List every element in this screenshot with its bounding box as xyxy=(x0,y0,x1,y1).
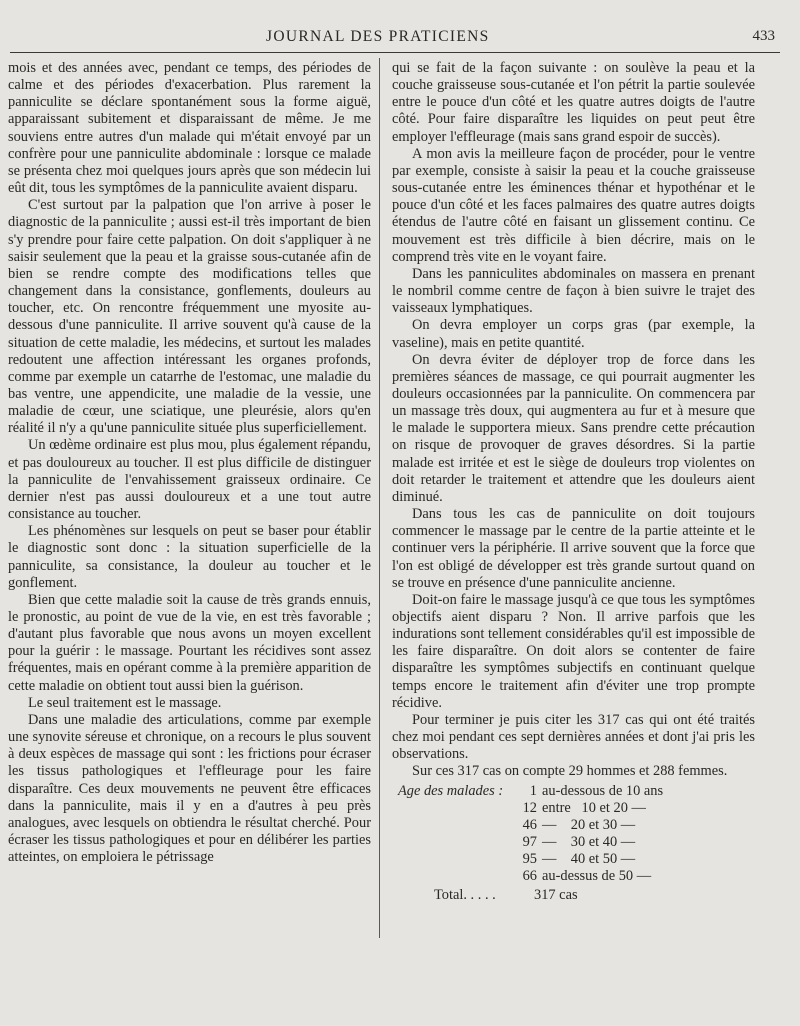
header-rule xyxy=(10,52,780,53)
age-range: entre 10 et 20 — xyxy=(542,799,646,816)
age-count: 46 xyxy=(522,816,537,833)
age-range: au-dessus de 50 — xyxy=(542,868,652,885)
running-head: JOURNAL DES PRATICIENS xyxy=(266,28,490,45)
age-table-row xyxy=(392,800,755,817)
paragraph: On devra employer un corps gras (par exemple, la vaseline), mais en petite quantité. xyxy=(392,317,755,351)
page-number: 433 xyxy=(752,28,775,44)
age-table-row xyxy=(392,817,755,834)
paragraph: A mon avis la meilleure façon de procéder, pour le ventre par exemple, consiste à saisir la peau et la couche graisseuse sous-cutanée entre les éminences thénar et hypothénar et le pouce d'un côté et les faces palmaires des quatre autres doigts étendus de l'autre côté en faisant un glissement continu. Ce mouvement est très difficile à bien décrire, mais on le comprend très vite en le voyant faire. xyxy=(392,145,755,265)
age-table xyxy=(392,783,755,905)
age-range: — 20 et 30 — xyxy=(542,816,636,833)
paragraph: Doit-on faire le massage jusqu'à ce que tous les symptômes objectifs aient disparu ? Non. Il arrive parfois que les indurations sont tellement considérables qu'il est impossible de les faire disparaître. On doit alors se contenter de faire disparaître les symptômes subjectifs en continuant quelque temps encore le traitement afin d'éviter une trop prompte récidive. xyxy=(392,591,755,711)
age-range: — 30 et 40 — xyxy=(542,833,636,850)
age-range: — 40 et 50 — xyxy=(542,851,636,868)
paragraph: Dans une maladie des articulations, comme par exemple une synovite séreuse et chronique, on a recours le plus souvent à deux espèces de massage qui sont : les frictions pour écraser les tissus pathologiques et l'effleurage pour les faire disparaître. Ces deux mouvements ne peuvent être efficaces dans la panniculite, mais il y en a d'autres à peu près analogues, avec lesquels on obtiendra le résultat cherché. Pour écraser les tissus pathologiques et pour en délibérer les parties atteintes, on emploiera le pétrissage xyxy=(8,711,371,866)
paragraph: qui se fait de la façon suivante : on soulève la peau et la couche graisseuse sous-cutanée et l'on pétrit la partie soulevée entre le pouce d'un côté et les quatre autres doigts de l'autre côté. Pour faire disparaître les liquides on peut peut être employer l'effleurage (mais sans grand espoir de succès). xyxy=(392,60,755,145)
age-table-label: Age des malades : xyxy=(398,782,504,799)
column-divider xyxy=(379,58,380,938)
age-count: 1 xyxy=(529,782,537,799)
right-column xyxy=(392,60,755,905)
age-count: 66 xyxy=(522,868,537,885)
age-count: 97 xyxy=(522,833,537,850)
age-range: au-dessous de 10 ans xyxy=(542,782,664,799)
age-table-row xyxy=(392,834,755,851)
paragraph: Le seul traitement est le massage. xyxy=(28,694,222,711)
paragraph: Les phénomènes sur lesquels on peut se baser pour établir le diagnostic sont donc : la situation superficielle de la panniculite, sa consistance, la douleur au toucher et le gonflement. xyxy=(8,523,371,591)
age-table-row xyxy=(392,851,755,868)
age-table-total-row xyxy=(392,887,755,904)
age-table-total-value: 317 cas xyxy=(534,887,578,904)
age-table-row xyxy=(392,868,755,885)
age-count: 12 xyxy=(522,799,537,816)
age-table-row xyxy=(392,783,755,800)
paragraph: C'est surtout par la palpation que l'on arrive à poser le diagnostic de la panniculite ; aussi est-il très important de bien s'y prendre pour faire cette palpation. On doit s'appliquer à ne saisir seulement que la peau et la graisse sous-cutanée afin de bien se rendre compte des modifications telles que changement dans la consistance, gonflements, douleurs au toucher, etc. On rencontre fréquemment une myosite au-dessous d'une panniculite. Il arrive souvent qu'à cause de la situation de cette maladie, les médecins, et surtout les malades redoutent une affection intéressant les organes profonds, comme par exemple un catarrhe de l'estomac, une maladie du bas ventre, une appendicite, une maladie de la vessie, une maladie de cœur, une sciatique, une pleurésie, alors qu'en réalité il n'y a qu'une panniculite située plus superficiellement. xyxy=(8,197,371,437)
paragraph: Dans tous les cas de panniculite on doit toujours commencer le massage par le centre de la partie atteinte et le continuer vers la périphérie. Il arrive souvent que la force que l'on est obligé de développer est très grande surtout quand on se trouve en présence d'une panniculite ancienne. xyxy=(392,506,755,591)
age-count: 95 xyxy=(522,851,537,868)
paragraph: mois et des années avec, pendant ce temps, des périodes de calme et des périodes d'exacerbation. Plus rarement la panniculite se déclare spontanément sous la forme aiguë, apparaissant subitement et disparaissant de même. Je me souviens entre autres d'un malade qui m'était envoyé par un confrère pour une panniculite abdominale : lorsque ce malade se présenta chez moi quelques jours après que son médecin lui eût dit, tous les symptômes de la panniculite avaient disparu. xyxy=(8,60,371,197)
age-table-total-label: Total. . . . . xyxy=(434,887,496,904)
page-header xyxy=(8,28,783,50)
paragraph: Pour terminer je puis citer les 317 cas qui ont été traités chez moi pendant ces sept dernières années et dont j'ai pris les observations. xyxy=(392,711,755,763)
left-column xyxy=(8,60,371,866)
paragraph: Bien que cette maladie soit la cause de très grands ennuis, le pronostic, au point de vue de la vie, en est très favorable ; d'autant plus favorable que nous avons un moyen excellent pour la guérir : le massage. Pourtant les récidives sont assez fréquentes, mais en opérant comme à la première apparition de cette maladie on obtient tout aussi bien la guérison. xyxy=(8,591,371,694)
paragraph: Un œdème ordinaire est plus mou, plus également répandu, et pas douloureux au toucher. Il est plus difficile de distinguer la panniculite de l'envahissement graisseux ordinaire. Ce dernier n'est pas aussi douloureux et a une tout autre consistance au toucher. xyxy=(8,437,371,523)
paragraph: On devra éviter de déployer trop de force dans les premières séances de massage, ce qui pourrait augmenter les douleurs occasionnées par la panniculite. On commencera par un massage très doux, qui augmentera au fur et à mesure que le malade le supportera mieux. Sans prendre cette précaution on risque de provoquer de graves désordres. Si la partie malade est irritée et est le siège de douleurs trop violentes on doit retarder le traitement et attendre que les douleurs aient diminué. xyxy=(392,351,755,505)
paragraph: Dans les panniculites abdominales on massera en prenant le nombril comme centre de façon à bien suivre le trajet des vaisseaux lymphatiques. xyxy=(392,265,755,317)
paragraph: Sur ces 317 cas on compte 29 hommes et 288 femmes. xyxy=(412,763,728,780)
